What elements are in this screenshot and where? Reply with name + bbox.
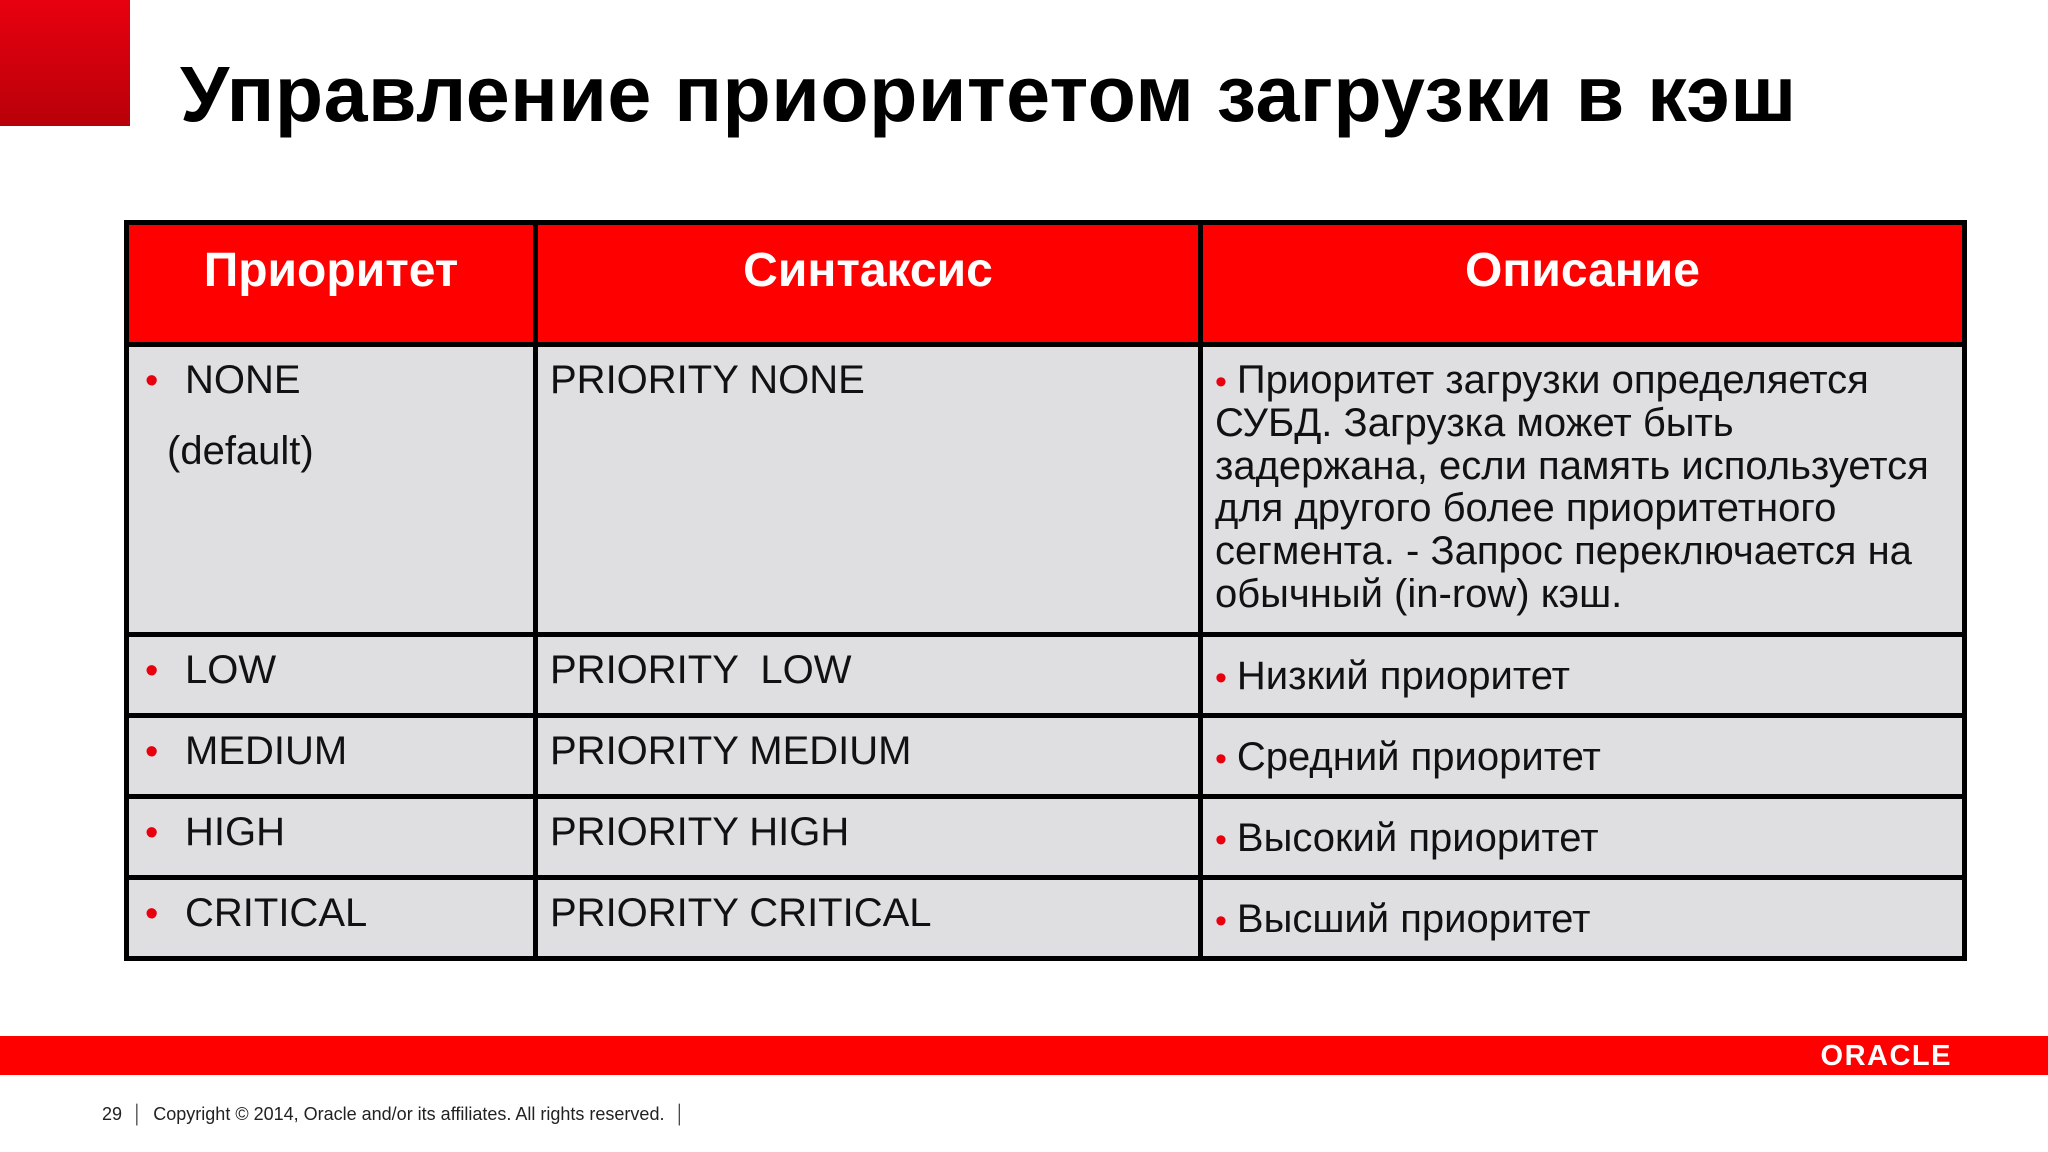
syntax-cell: PRIORITY CRITICAL xyxy=(536,878,1201,959)
description-text: Приоритет загрузки определяется СУБД. Загрузка может быть задержана, если память используется для другого более приоритетного сегмента. - Запрос переключается на обычный (in-row) кэш. xyxy=(1215,358,1929,616)
bullet-icon: • xyxy=(145,893,159,935)
bullet-icon: • xyxy=(145,650,159,692)
priority-value: HIGH xyxy=(185,810,285,854)
header-description: Описание xyxy=(1201,223,1965,345)
bullet-icon: • xyxy=(1215,363,1227,401)
table-row-low xyxy=(127,635,1965,716)
bullet-icon: • xyxy=(145,812,159,854)
priority-value: MEDIUM xyxy=(185,729,348,773)
description-text: Высший приоритет xyxy=(1236,897,1591,941)
bullet-icon: • xyxy=(1215,740,1227,778)
priority-value: NONE xyxy=(185,358,301,402)
syntax-cell: PRIORITY HIGH xyxy=(536,797,1201,878)
footer-copyright-line xyxy=(102,1104,696,1125)
bullet-icon: • xyxy=(145,360,159,402)
header-priority: Приоритет xyxy=(127,223,536,345)
priority-note: (default) xyxy=(167,428,314,473)
page-number: 29 xyxy=(102,1104,123,1124)
priority-cell xyxy=(127,635,536,716)
corner-accent-block xyxy=(0,0,130,126)
description-text: Средний приоритет xyxy=(1236,735,1601,779)
bullet-icon: • xyxy=(1215,902,1227,940)
description-cell xyxy=(1201,797,1965,878)
priority-cell xyxy=(127,716,536,797)
table-row-high xyxy=(127,797,1965,878)
priority-cell xyxy=(127,797,536,878)
description-text: Высокий приоритет xyxy=(1236,816,1599,860)
header-syntax: Синтаксис xyxy=(536,223,1201,345)
oracle-logo: ORACLE xyxy=(1820,1040,1952,1072)
table-header-row xyxy=(127,223,1965,345)
description-cell xyxy=(1201,635,1965,716)
priority-table xyxy=(124,220,1967,961)
priority-cell xyxy=(127,345,536,635)
copyright-text: Copyright © 2014, Oracle and/or its affiliates. All rights reserved. xyxy=(153,1104,665,1124)
separator-icon: │ xyxy=(132,1104,144,1124)
description-cell xyxy=(1201,878,1965,959)
priority-cell xyxy=(127,878,536,959)
bullet-icon: • xyxy=(145,731,159,773)
description-text: Низкий приоритет xyxy=(1236,654,1570,698)
slide-title: Управление приоритетом загрузки в кэш xyxy=(180,49,1797,138)
footer-red-bar xyxy=(0,1036,2048,1075)
priority-value: CRITICAL xyxy=(185,891,368,935)
priority-value: LOW xyxy=(185,648,277,692)
bullet-icon: • xyxy=(1215,659,1227,697)
syntax-cell: PRIORITY LOW xyxy=(536,635,1201,716)
table-row-medium xyxy=(127,716,1965,797)
bullet-icon: • xyxy=(1215,821,1227,859)
description-cell xyxy=(1201,345,1965,635)
table-row-critical xyxy=(127,878,1965,959)
table-row-none xyxy=(127,345,1965,635)
syntax-cell: PRIORITY MEDIUM xyxy=(536,716,1201,797)
syntax-cell: PRIORITY NONE xyxy=(536,345,1201,635)
description-cell xyxy=(1201,716,1965,797)
separator-icon: │ xyxy=(674,1104,686,1124)
